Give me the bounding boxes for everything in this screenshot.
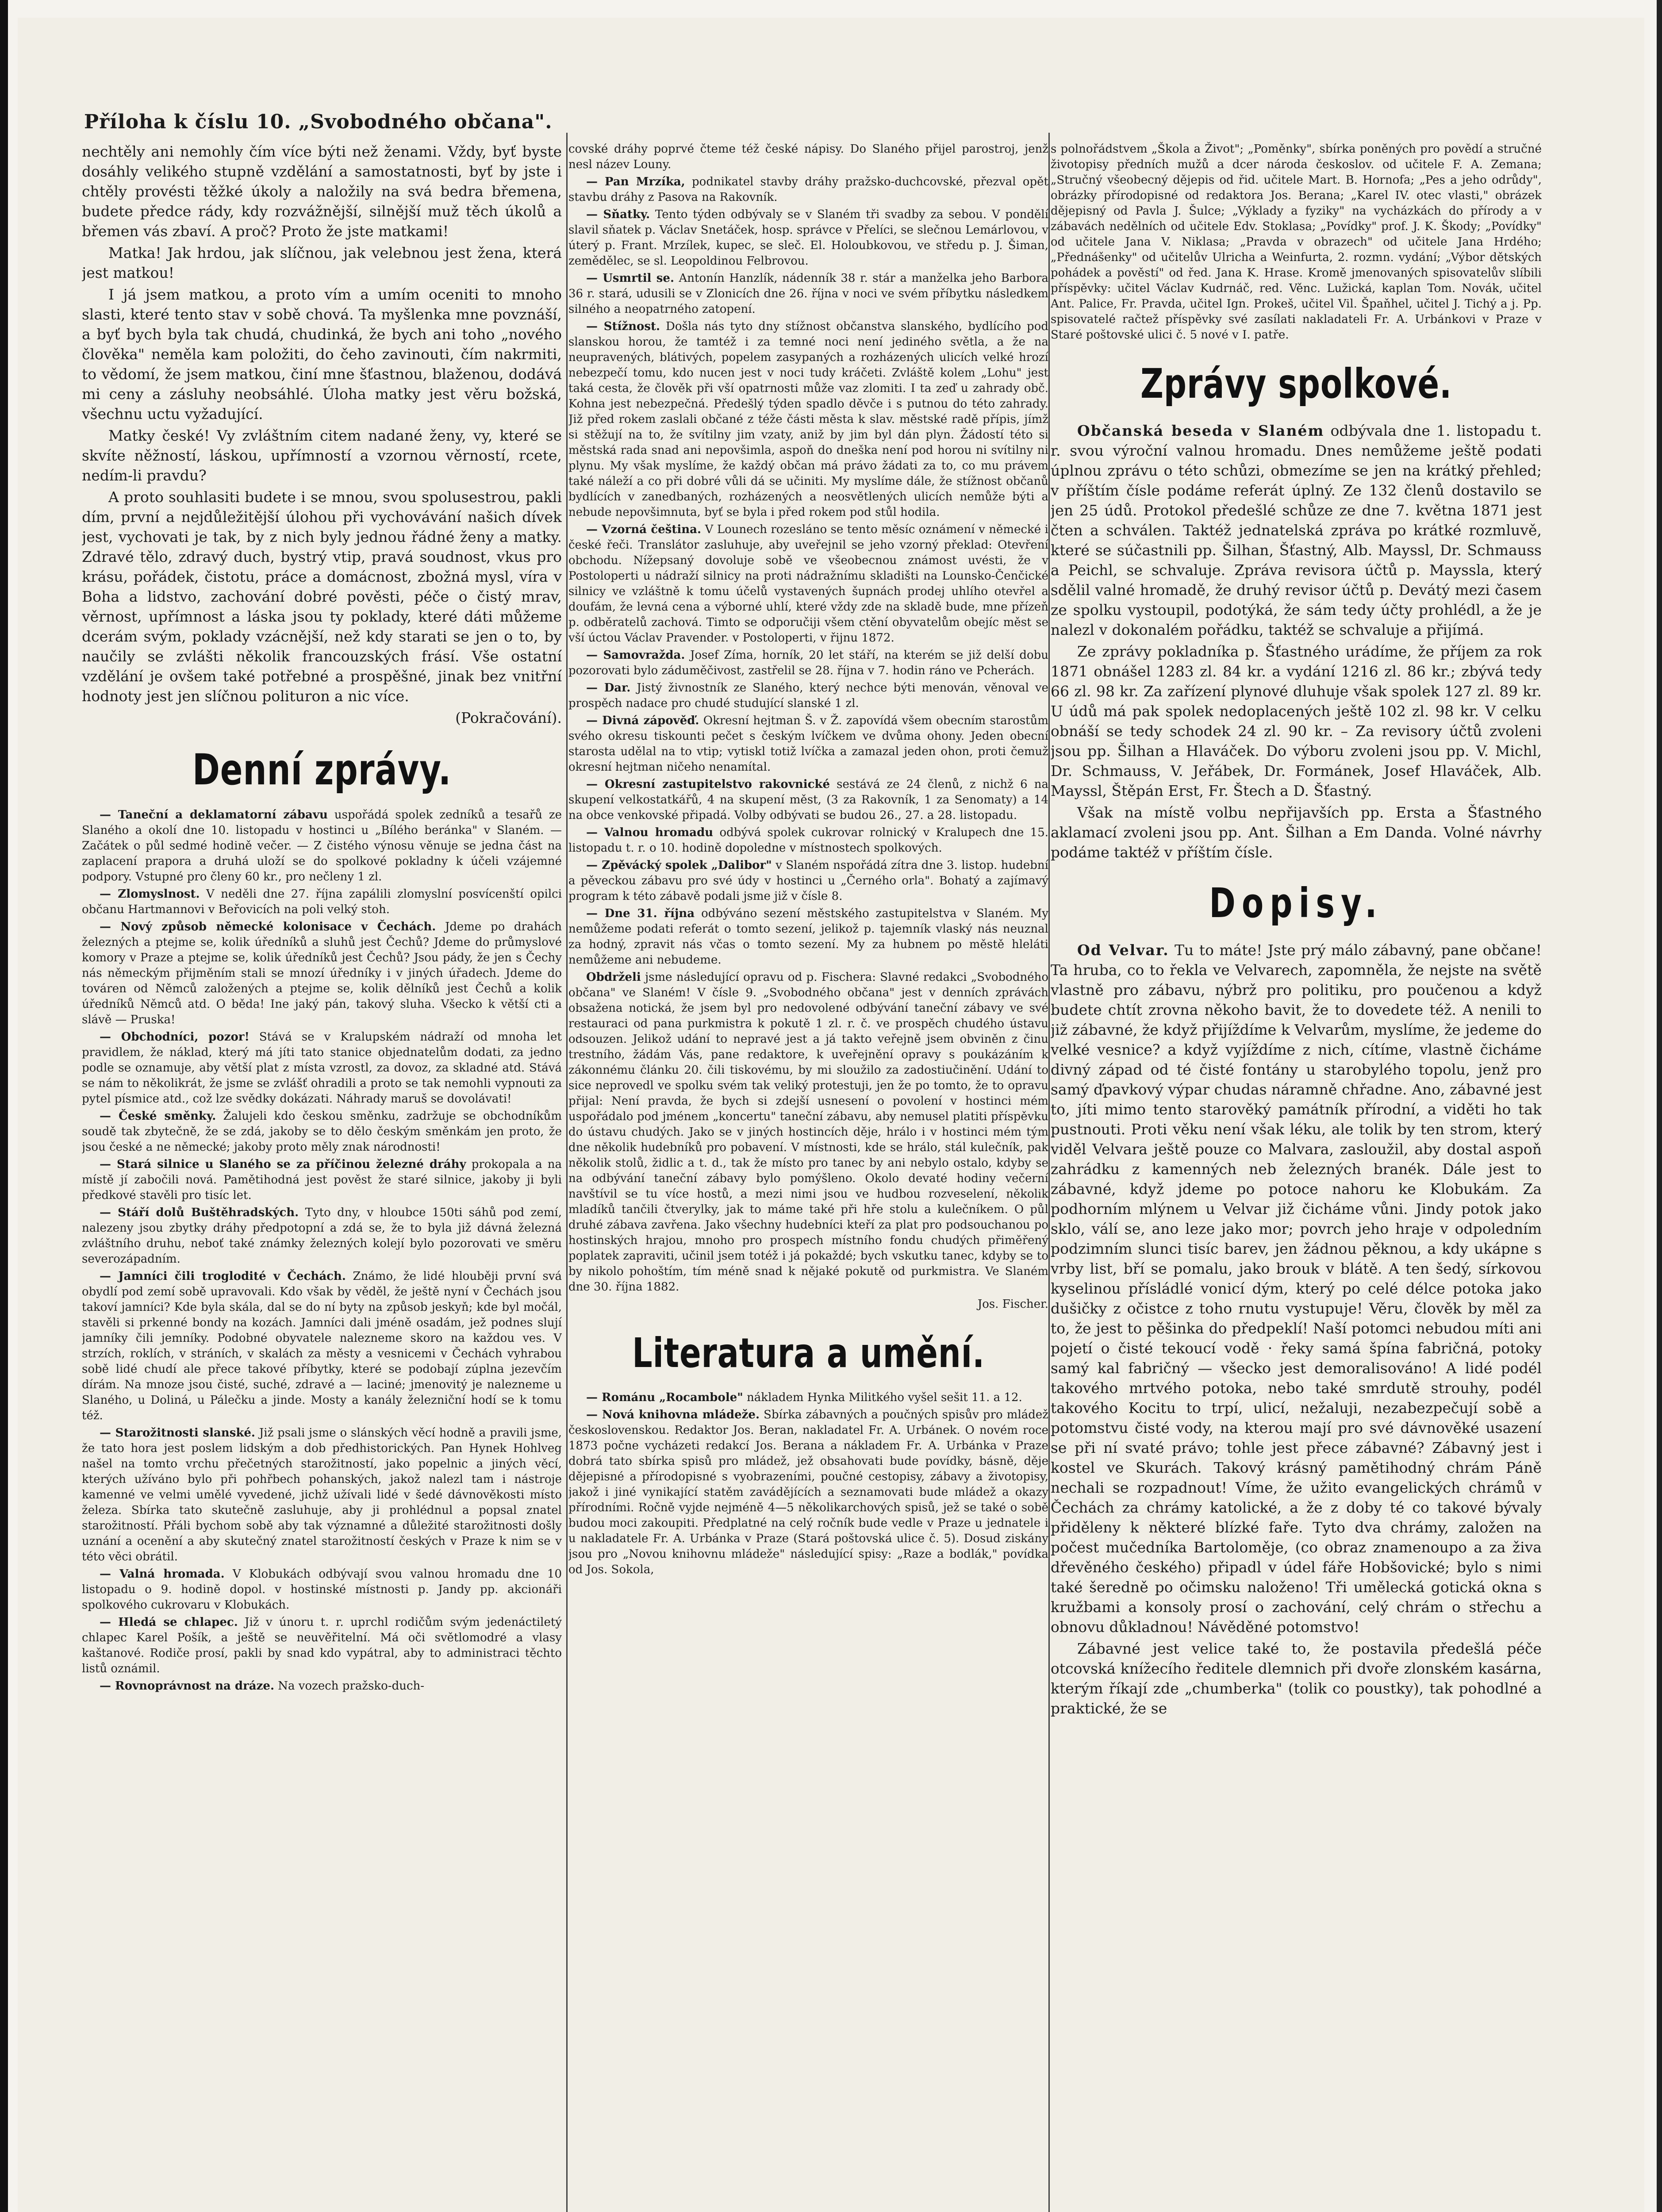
- news-item: [568, 970, 1048, 1295]
- news-lead: — Usmrtil se.: [586, 272, 675, 285]
- news-lead: — Zlomyslnost.: [100, 887, 200, 901]
- news-text: v Slaném nspořádá zítra dne 3. listop. hudební a pěveckou zábavu pro své údy v hostinci u „Černého orla". Bohatý a zajímavý program k této zábavě podali jsme již v čísle 8.: [568, 859, 1048, 903]
- news-text: Tento týden odbývaly se v Slaném tři svadby za sebou. V pondělí slavil sňatek p. Václav Snetáček, hosp. správce v Přelíci, se slečnou Lemárlovou, v úterý p. Frant. Mrzílek, kupec, se sleč. El. Holoubkovou, ve středu p. J. Šiman, zemědělec, se sl. Leopoldinou Felbrovou.: [568, 208, 1048, 268]
- news-lead: — Rovnoprávnost na dráze.: [100, 1679, 275, 1693]
- signature: Jos. Fischer.: [977, 1298, 1048, 1311]
- news-item: [82, 807, 562, 885]
- news-text: prokopala a na místě jí zabočili nová. Pamětihodná jest pověst že staré silnice, jakoby ji byli předkové stavěli pro tisíc let.: [82, 1158, 562, 1202]
- article-paragraph: nechtěly ani nemohly čím více býti než ženami. Vždy, byť byste dosáhly velikého stupně vzdělání a samostatnosti, byť by jste i chtěly provésti těžké úkoly a naložily na svá bedra břemena, budete předce rády, kdy rozvážnější, silnější muž těch úkolů a břemen vás zbaví. A proč? Proto že jste matkami!: [82, 143, 562, 240]
- news-text: Došla nás tyto dny stížnost občanstva slanského, bydlícího pod slanskou horou, že tamtéž i za temné noci není jediného světla, a že na neupravených, blátivých, popelem zasypaných a rozházených ulicích velké hrozí nebezpečí tomu, kdo nucen jest v noci tudy kráčeti. Zvláště kolem „Lohu" jest taká cesta, že člověk při vší opatrnosti může vaz zlomiti. I ta zeď u zahrady obč. Kohna jest nebezpečná. Předešlý týden spadlo děvče i s putnou do této zahrady. Již před rokem zaslali občané z téže části města k slav. městské radě přípis, jímž si stěžují na to, že svítilny jim vzaty, aniž by jim byl dán plyn. Žádostí této si městská rada snad ani nepovšimla, aspoň do dneška není pod horou ni svítilny ni plynu. My však myslíme, že každý občan má právo žádati za to, co mu právem také náleží a co při dobré vůli dá se učiniti. My myslíme dále, že stížnost občanů bydlících v zanedbaných, rozházených a neosvětlených ulicích nemůže býti a nebude nepovšimnuta, byť se byla i před rokem pod stůl hodila.: [568, 320, 1048, 519]
- news-item: [568, 1407, 1048, 1578]
- news-item: [568, 271, 1048, 317]
- news-lead: — Obchodníci, pozor!: [100, 1030, 249, 1044]
- news-text: sestává ze 24 členů, z nichž 6 na skupení velkostatkářů, 4 na skupení měst, (3 za Rakovník, 1 za Senomaty) a 14 na obce venkovské připadá. Volby odbývati se budou 26., 27. a 28. listopadu.: [568, 778, 1048, 822]
- scan-edge-left: [0, 0, 8, 2212]
- news-text: s polnořádstvem „Škola a Život"; „Poměnky", sbírka poněných pro povědí a stručné životopisy předních mužů a dcer národa českoslov. od učitele F. A. Zemana; „Stručný všeobecný dějepis od řid. učitele Mart. B. Hornofa; „Pes a jeho odrůdy", obrázky přírodopisné od redaktora Jos. Berana; „Karel IV. otec vlasti," obrázek dějepisný od Pavla J. Šulce; „Výklady a fyziky" na vycházkách do přírody a v zábavách nedělních od učitele Edv. Stoklasa; „Povídky" prof. J. K. Škody; „Povídky" od učitele Jana V. Niklasa; „Pravda v obrazech" od učitele Jana Hrdého; „Přednášenky" od učitelův Ulricha a Weinfurta, 2. rozmn. vydání; „Výbor dětských pohádek a pověstí" od řed. Jana K. Hrase. Kromě jmenovaných spisovatelův slíbili příspěvky: učitel Václav Kudrnáč, red. Věnc. Lužická, kaplan Tom. Novák, učitel Ant. Palice, Fr. Pravda, učitel Ign. Prokeš, učitel Vil. Špaňhel, učitel J. Tichý a j. Pp. spisovatelé račtež příspěvky své zasílati nakladateli Fr. A. Urbánkovi v Praze v Staré poštovské ulici č. 5 nové v I. patře.: [1051, 142, 1542, 342]
- news-lead: — Stížnost.: [586, 320, 660, 333]
- news-lead: — Sňatky.: [586, 208, 650, 221]
- news-item: [568, 207, 1048, 269]
- news-lead: — Divná zápověď.: [586, 714, 699, 727]
- news-text: uspořádá spolek zedníků a tesařů ze Slaného a okolí dne 10. listopadu v hostinci u „Bílého beránka" v Slaném. — Začátek o půl sedmé hodině večer. — Z čistého výnosu věnuje se jedna část na zaplacení prapora a druhá uloží se do spolkové pokladny k účeli vzájemné podpory. Vstupné pro členy 60 kr., pro nečleny 1 zl.: [82, 808, 562, 883]
- news-item: [82, 1157, 562, 1203]
- news-text: Tyto dny, v hloubce 150ti sáhů pod zemí, nalezeny jsou zbytky dráhy předpotopní a zdá se, že to byla již dávná železná zvláštního druhu, neboť také známky železných kolejí bylo pozorovati ve směru severozápadním.: [82, 1206, 562, 1266]
- news-lead: — Nová knihovna mládeže.: [586, 1408, 760, 1421]
- article-paragraph: A proto souhlasiti budete i se mnou, svou spolusestrou, pakli dím, první a nejdůležitější úlohou při vychovávání našich dívek jest, vychovati je tak, by z nich byly jednou řádné ženy a matky. Zdravé tělo, zdravý duch, bystrý vtip, pravá soudnost, vkus pro krásu, pořádek, čistotu, práce a domácnost, zbožná mysl, víra v Boha a lidstvo, zachování dobré pověsti, péče o čistý mrav, věrnost, upřímnost a láska jsou ty poklady, které dáti můžeme dcerám svým, poklady vzácnější, než kdy starati se jen o to, by naučily se zvlášti několik francouzských frásí. Vše ostatní vzdělání je ovšem také potřebné a prospěšné, jinak bez vnitřní hodnoty jest jen slíčnou polituron a nic více.: [82, 488, 562, 705]
- news-text: odbýváno sezení městského zastupitelstva v Slaném. My nemůžeme podati referát o tomto sezení, jelikož p. tajemník vlaský nás neuznal za hodný, zpravit nás včas o tomto sezení. My za hubnem po městě hleláti nemůžeme ani nebudeme.: [568, 907, 1048, 967]
- news-lead: — Stáří dolů Buštěhradských.: [100, 1206, 299, 1219]
- column-rule: [1048, 133, 1050, 2212]
- news-lead: — Valná hromada.: [100, 1567, 225, 1581]
- column-3: [1051, 142, 1542, 2212]
- news-text: podnikatel stavby dráhy pražsko-duchcovské, přezval opět stavbu dráhy z Pasova na Rakovník.: [568, 175, 1048, 204]
- news-text: V Klobukách odbývají svou valnou hromadu dne 10 listopadu o 9. hodině dopol. v hostinské místnosti p. Jandy pp. akcionáři spolkového cukrovaru v Klobukách.: [82, 1567, 562, 1612]
- news-item: [82, 1678, 562, 1694]
- news-item: [568, 522, 1048, 646]
- article-paragraph: Však na místě volbu nepřijavších pp. Ersta a Šťastného aklamací zvoleni jsou pp. Ant. Šilhan a Em Danda. Volné návrhy podáme taktéž v příštím čísle.: [1051, 804, 1542, 861]
- news-item: [82, 1029, 562, 1107]
- news-text: V neděli dne 27. října zapálili zlomyslní posvícenští opilci občanu Hartmannovi v Beřovicích na poli velký stoh.: [82, 887, 562, 916]
- news-lead: — Dar.: [586, 681, 631, 695]
- news-item: [82, 1425, 562, 1565]
- news-item: [568, 174, 1048, 205]
- news-lead: — Nový způsob německé kolonisace v Čechách.: [100, 920, 436, 933]
- section-title-club-news: Zprávy spolkové.: [1140, 360, 1452, 407]
- news-lead: — Stará silnice u Slaného se za příčinou železné dráhy: [100, 1158, 466, 1171]
- news-lead: — Taneční a deklamatorní zábavu: [100, 808, 328, 822]
- news-text: Jistý živnostník ze Slaného, který nechce býti menován, věnoval ve prospěch nadace pro chudé studující slanské 1 zl.: [568, 681, 1048, 710]
- news-item: [568, 777, 1048, 823]
- news-item: [568, 319, 1048, 520]
- news-text: Jdeme po drahách železných a ptejme se, kolik úředníků a sluhů jest Čechů? Jdeme do průmyslové komory v Praze a ptejme se, kolik úředníků jest Čechů? Jsou pády, že jen s Čechy nás německým přijměním stali se mnozí úředníky i v jiných úřadech. Jdeme do továren od Němců založených a ptejme se, kolik dělníků jest Čechů a kolik úředníků Němců atd. O běda! Ine jaký pán, takový sluha. Všecko k větší cti a slávě — Pruska!: [82, 920, 562, 1026]
- news-item: [568, 906, 1048, 968]
- news-lead: — Jamníci čili troglodité v Čechách.: [100, 1270, 346, 1283]
- news-lead: — Starožitnosti slanské.: [100, 1426, 255, 1440]
- news-text: nákladem Hynka Militkého vyšel sešit 11. a 12.: [747, 1391, 1022, 1404]
- news-text: Již v únoru t. r. uprchl rodičům svým jedenáctiletý chlapec Karel Pošík, a ještě se neuvěřitelní. Má oči světlomodré a vlasy kaštanové. Rodiče prosí, pakli by snad kdo vypátral, aby to administraci těchto listů oznámil.: [82, 1616, 562, 1675]
- article-paragraph: Matky české! Vy zvláštním citem nadané ženy, vy, které se skvíte něžností, láskou, upřímností a vzornou věrností, rcete, nedím-li pravdu?: [82, 427, 562, 484]
- news-item: [82, 1567, 562, 1613]
- news-text: Žalujeli kdo českou směnku, zadržuje se obchodníkům soudě tak zbytečně, že se zdá, jakoby se to dělo českým směnkám jen proto, že jsou české a ne německé; jakoby proto měly znak národnosti!: [82, 1110, 562, 1154]
- news-lead: — Románu „Rocambole": [586, 1391, 743, 1404]
- article-paragraph: Matka! Jak hrdou, jak slíčnou, jak velebnou jest žena, která jest matkou!: [82, 244, 562, 281]
- news-text: Tu to máte! Jste prý málo zábavný, pane občane! Ta hruba, co to řekla ve Velvarech, zapomněla, že nejste na světě vlastně pro zábavu, nýbrž pro politiku, pro poučenou a když budete chtít zrovna někoho bavit, že to dovedete též. A nenili to již zábavné, že když přijíždíme k Velvarům, myslíme, že jedeme do velké vesnice? a když vyjíždíme z nich, cítíme, vlastně čicháme divný západ od té čisté fontány u starobylého topolu, jenž pro samý ďpavkový výpar chudas náramně chřadne. Ano, zábavné jest to, jíti mimo tento starověký památník přírodní, a viděti ho tak pustnouti. Proti věku není však léku, ale tolik by ten strom, který viděl Velvara ještě pouze co Malvara, zasloužil, aby dostal aspoň zahrádku z kamenných neb železných branék. Dále jest to zábavné, když jdeme po potoce nahoru ke Klobukám. Za podhorním mlýnem u Velvar již čicháme vůni. Jindy potok jako sklo, válí se, ano leze jako mor; povrch jeho hraje v odpoledním podzimním slunci tisíc barev, jen žádnou pěknou, a kdy ukápne s vrby list, bří se pomalu, jako brouk v blátě. A ten šedý, sírkovou kyselinou přísládlé vonicí dým, který po celé délce potoka jako dušičky z očistce z toho rnutu vystupuje! Věru, člověk by měl za to, že jest to pěšinka do předpeklí! Naší potomci nebudou míti ani pojetí o čisté tekoucí vodě · řeky samá špína fabričná, potoky samý kal fabričný — všecko jest demoralisováno! A lidé podél takového mrtvého potoka, nebo také smrdutě strouhy, podél takového Kocitu to trpí, ulicí, nežaluji, nezabezpečují sobě a potomstvu čisté vody, na kterou mají pro své dávnověké usazení se při ní svaté právo; tohle jest přece zábavné? Zábavný jest i kostel ve Skurách. Takový krásný pamětihodný chrám Páně nechali se rozpadnout! Víme, že užito evangelických chrámů v Čechách za chrámy katolické, a že z doby té co takové bývaly přiděleny k některé blízké faře. Tyto dva chrámy, založen na počest mučedníka Bartoloměje, (co obraz znamenoupo a za živa dřevěného českého) připadl v údel fáře Hobšovické; bylo s nimi také šeredně po očimsku naloženo! Tři umělecká gotická okna s kružbami a konsoly prosí o zachování, celý chrám o střechu a obnovu důkladnou! Návěděné potomstvo!: [1051, 941, 1542, 1636]
- news-lead: — Samovražda.: [586, 649, 685, 662]
- news-lead: — Valnou hromadu: [586, 826, 714, 839]
- section-title-literature: Literatura a umění.: [632, 1329, 985, 1377]
- news-lead: — Dne 31. října: [586, 907, 695, 920]
- news-item: [1051, 940, 1542, 1637]
- column-rule: [566, 133, 568, 2212]
- news-text: Na vozech pražsko-duch-: [278, 1679, 425, 1693]
- news-item: [568, 1390, 1048, 1406]
- news-lead: Občanská beseda v Slaném: [1077, 422, 1324, 439]
- news-item: [568, 825, 1048, 856]
- news-lead: — Zpěvácký spolek „Dalibor": [586, 859, 772, 872]
- news-item: [82, 887, 562, 918]
- page-header: Příloha k číslu 10. „Svobodného občana".: [84, 111, 553, 133]
- continuation-note: (Pokračování).: [455, 709, 562, 726]
- news-text: jsme následující opravu od p. Fischera: Slavné redakci „Svobodného občana" ve Slaném! V čísle 9. „Svobodného občana" jest v denních zprávách obsažena notická, že jsem byl pro nedovolené odbývání taneční zábavy ve své restauraci od pana purkmistra k pokutě 1 zl. r. č. ve prospěch chudého ústavu odsouzen. Jelikož udání to nepravé jest a já takto veřejně jsem obviněn z činu trestního, žádám Vás, pane redaktore, k uveřejnění opravy s poukázáním k zákonnému článku 20. čili tiskovému, by mi sloužilo za zadostiučinění. Udání to sice neprovedl ve spolku svém tak veliký protestuji, jen že po tomto, že to opravu přijal: Není pravda, že bych si zdejší usnesení o povolení v hostinci mém uspořádalo pod jménem „koncertu" taneční zábavu, aby nemusel platiti příspěvku do ústavu chudých. Jako se v jiných hostincích děje, hrálo i v hostinci mém tým dne několik hudebníků pro pobavení. V místnosti, kde se hrálo, stál kulečník, pak několik stolů, židlic a t. d., tak že místo pro tanec by ani nebylo ostalo, kdyby se na odbývání taneční zábavy bylo pomýšleno. Okolo devaté hodiny večerní navštívil se tu více hostů, a mezi nimi jsou ve hudbou rozveselení, několik mladíků tančili čtverylky, jak to máme také při hře stolu a kulečníkem. O půl druhé zábava zavřena. Jako všechny hudebníci kteří za plat pro podsouchanou po hostinských hrajou, mnoho pro prospech místního fondu chudých přiměřený poplatek zapraviti, učinil jsem totéž i já pokaždé; bych vskutku tanec, kdyby se to by nikolo pohoštím, tím méně snad k nějaké pokutě od purkmistra. Ve Slaném dne 30. října 1882.: [568, 971, 1048, 1294]
- news-text: covské dráhy poprvé čteme též české nápisy. Do Slaného přijel parostroj, jenž nesl název Louny.: [568, 142, 1048, 171]
- news-text: Stává se v Kralupském nádraží od mnoha let pravidlem, že náklad, který má jíti tato stanice objednatelům dodati, za jedno podle se oznamuje, aby větší plat z místa vzrostl, za dovoz, za skladné atd. Stává se nám to několikrát, že jsme se zvlášť ohradili a proto se tak nemohli vypnouti za pytel písmice atd., což lze svědky dokázati. Náhrady maruš se dovolávati!: [82, 1030, 562, 1106]
- news-text: Již psali jsme o slánských věcí hodně a pravili jsme, že tato hora jest poslem lidským a dob předhistorických. Pan Hynek Hohlveg našel na tomto vrchu přečetných starožitností, jako popelnic a jiných věcí, kterých užíváno bylo při pohřbech pohanských, jakož nalezl tam i nástroje kamenné ve velmi umělé vyvedené, jichž užívali lidé v šedé dávnověkosti místo železa. Sbírka tato skutečně zasluhuje, aby ji prohlédnul a popsal znatel starožitností. Přáli bychom sobě aby tak významné a důležité starožitnosti došly uznání a ocenění a aby skutečný znatel starožitností českých v Praze k nim se v této věci obrátil.: [82, 1426, 562, 1563]
- section-title-letters: Dopisy.: [1209, 879, 1383, 927]
- article-paragraph: Zábavné jest velice také to, že postavila předešlá péče otcovská knížecího ředitele dlemnich při dvoře zlonském kasárna, kterým říkají zde „chumberka" (tolik co poustky), tak pohodlné a praktické, že se: [1051, 1640, 1542, 1717]
- news-lead: — České směnky.: [100, 1110, 216, 1123]
- news-item: [1051, 421, 1542, 640]
- news-text: Josef Zíma, horník, 20 let stáří, na kterém se již delší dobu pozorovati bylo záduměčivost, zastřelil se 28. října v 7. hodin ráno ve Pcherách.: [568, 649, 1048, 677]
- news-text: Známo, že lidé hlouběji první svá obydlí pod zemí sobě upravovali. Kdo však by věděl, že ještě nyní v Čechách jsou takoví jamníci? Kde byla skála, dal se do ní byty na způsob jeskyň; kde byl močál, stavěli si prkenné bondy na kozách. Jamníci dali jméně osadám, jež podnes slují jamníky čili jemníky. Podobné obyvatele nalezneme skoro na každou ves. V strzích, roklích, v stráních, v skalách za městy a vesnicemi v Čechách vyhrabou sobě lidé chudí ale přece takové příbytky, které se podobají zúplna jezevčím dírám. Na mnoze jsou čisté, suché, zdravé a — laciné; jmenovitý je nalezneme u Slaného, u Doliná, u Pálečku a jinde. Mosty a kanály železniční hodí se k tomu též.: [82, 1270, 562, 1422]
- news-text: Okresní hejtman Š. v Ž. zapovídá všem obecním starostům svého okresu tiskounti pečet s českým lvíčkem ve dvůma ohony. Jeden obecní starosta udělal na to vtip; vytiskl totiž lvíčka a zamazal jeden ohon, proti čemuž okresní hejtman ničeho nenamítal.: [568, 714, 1048, 774]
- news-item: [82, 1269, 562, 1424]
- news-item: [568, 858, 1048, 904]
- news-lead: — Hledá se chlapec.: [100, 1616, 238, 1629]
- news-lead: — Pan Mrzíka,: [586, 175, 685, 188]
- news-lead: Obdrželi: [586, 971, 641, 984]
- column-2: [568, 142, 1048, 2212]
- news-item: [82, 1615, 562, 1677]
- news-item: [82, 1109, 562, 1155]
- news-lead: — Vzorná čeština.: [586, 523, 702, 536]
- news-lead: Od Velvar.: [1077, 941, 1169, 959]
- news-text: Antonín Hanzlík, nádenník 38 r. stár a manželka jeho Barbora 36 r. stará, udusili se v Zlonicích dne 26. října v noci ve svém příbytku následkem silného a neopatrného zatopení.: [568, 272, 1048, 316]
- news-lead: — Okresní zastupitelstvo rakovnické: [586, 778, 830, 791]
- news-item: [568, 713, 1048, 775]
- news-item: [82, 1205, 562, 1267]
- news-item: [82, 919, 562, 1028]
- section-title-daily-news: Denní zprávy.: [192, 745, 452, 795]
- news-item: [568, 648, 1048, 679]
- article-paragraph: I já jsem matkou, a proto vím a umím oceniti to mnoho slasti, které tento stav v sobě chová. Ta myšlenka mne povznáší, a byť bych byla tak chudá, chudinká, že bych ani toho „nového člověka" neměla kam položiti, do čeho zavinouti, čím nakrmiti, to vědomí, že jsem matkou, činí mne šťastnou, blaženou, dodává mi ceny a zásluhy neobsáhlé. Úloha matky jest věru božská, všechnu uctu vyžadující.: [82, 286, 562, 422]
- news-text: odbývá spolek cukrovar rolnický v Kralupech dne 15. listopadu t. r. o 10. hodině dopoledne v místnostech spolkových.: [568, 826, 1048, 855]
- news-text: odbývala dne 1. listopadu t. r. svou výroční valnou hromadu. Dnes nemůžeme ještě podati úplnou zprávu o této schůzi, obmezíme se jen na krátký přehled; v příštím čísle podáme referát úplný. Ze 132 členů dostavilo se jen 25 údů. Protokol předešlé schůze ze dne 7. května 1871 jest čten a schválen. Taktéž jednatelská zpráva po krátké rozmluvě, které se súčastnili pp. Šilhan, Šťastný, Alb. Mayssl, Dr. Schmauss a Peichl, se schvaluje. Zpráva revisora účtů p. Mayssla, který sdělil valné hromadě, že druhý revisor účtů p. Devátý mezi časem ze spolku vystoupil, podotýká, že sám tedy účty prohlédl, a že je nalezl v dokonalém pořádku, taktéž se schvaluje a přijímá.: [1051, 422, 1542, 638]
- news-item: [568, 680, 1048, 711]
- article-paragraph: Ze zprávy pokladníka p. Šťastného urádíme, že příjem za rok 1871 obnášel 1283 zl. 84 kr. a vydání 1216 zl. 86 kr.; zbývá tedy 66 zl. 98 kr. Za zařízení plynové dluhuje však spolek 127 zl. 89 kr. U údů má pak spolek nedoplacených ještě 102 zl. 98 kr. V celku obnáší se tedy schodek 24 zl. 90 kr. – Za revisory účtů zvoleni jsou pp. Šilhan a Hlaváček. Do výboru zvoleni jsou pp. V. Michl, Dr. Schmauss, V. Jeřábek, Dr. Formánek, Josef Hlaváček, Alb. Mayssl, Štěpán Erst, Fr. Štech a D. Šťastný.: [1051, 643, 1542, 799]
- news-text: Sbírka zábavných a poučných spisův pro mládež československou. Redaktor Jos. Beran, nakladatel Fr. A. Urbánek. O novém roce 1873 počne vycházeti redakcí Jos. Berana a nákladem Fr. A. Urbánka v Praze dobrá tato sbírka spisů pro mládež, jež obsahovati bude povídky, básně, děje dějepisné a přírodopisné s vyobrazeními, poučné cestopisy, zábavy a životopisy, jakož i jiné vynikající statěm zavádějících a seznamovati bude mládež a okazy přírodními. Ročně vyjde nejméně 4—5 několikarchových spisů, jež se také o sobě budou moci zakoupiti. Předplatné na celý ročník bude vedle v Praze u jednatele i u nakladatele Fr. A. Urbánka v Praze (Stará poštovská ulice č. 5). Dosud ziskány jsou pro „Novou knihovnu mládeže" následující spisy: „Raze a bodlák," povídka od Jos. Sokola,: [568, 1408, 1048, 1576]
- scan-edge-right: [1657, 0, 1662, 2212]
- column-1: [82, 142, 562, 2212]
- news-text: V Lounech rozesláno se tento měsíc oznámení v německé i české řeči. Translátor zasluhuje, aby uveřejnil se jeho vzorný překlad: Otevření obchodu. Nížepsaný dovoluje sobě ve všeobecnou známost uvésti, že v Postoloperti u nádraží silnicy na proti nádražnímu skladišti na Lounsko-Čenčické silnicy ve vzláštně k tomu účelů vystavených šupnách prodej uhlího otevřel a doufám, že levná cena a výborné uhlí, které vždy zde na skladě bude, mne přízeň p. odběratelů zachová. Timto se odporučiji všem ctění obyvatelům obejíc měst se vší úctou Václav Pravender. v Postoloperti, v řijnu 1872.: [568, 523, 1048, 645]
